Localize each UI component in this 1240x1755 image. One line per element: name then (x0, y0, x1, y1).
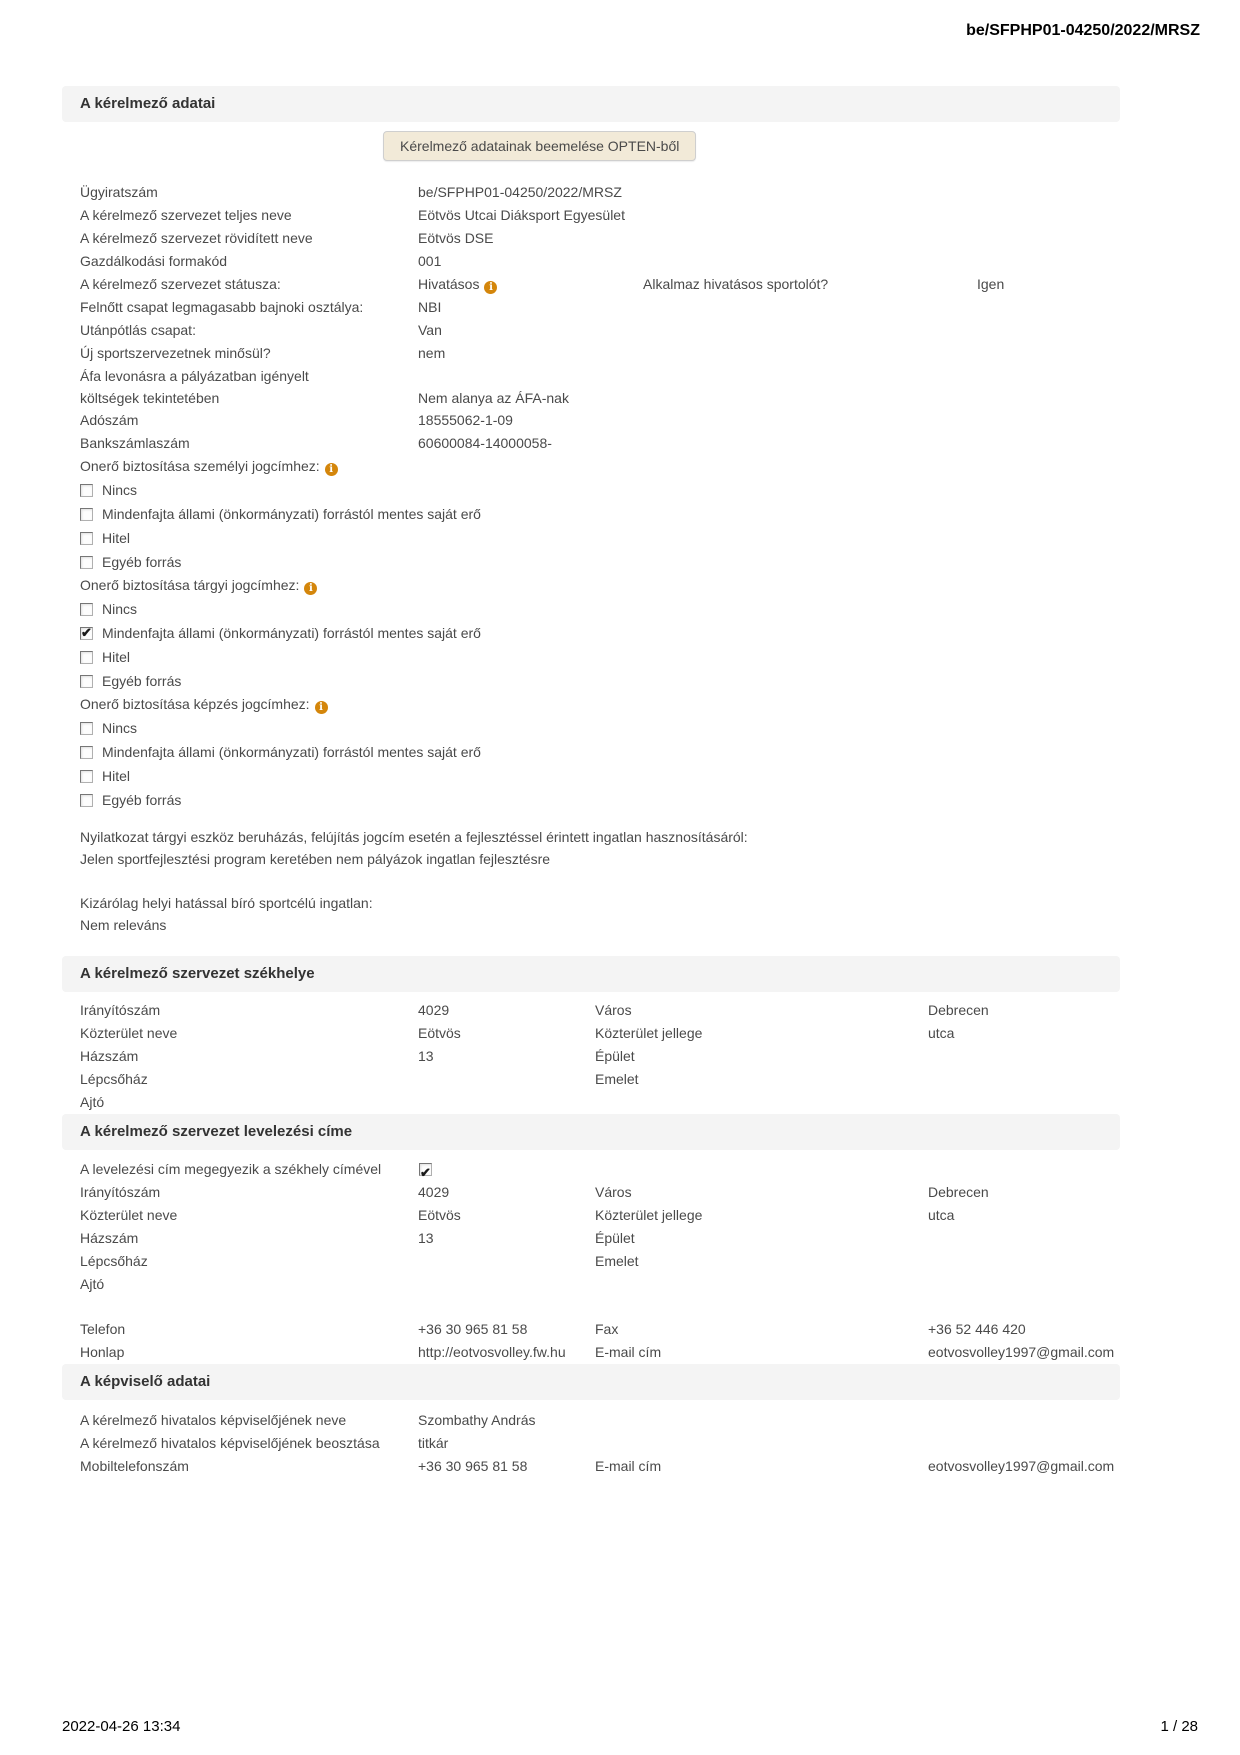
checkbox-option (62, 788, 1120, 812)
field-value: Igen (977, 276, 1005, 292)
field-label: A kérelmező hivatalos képviselőjének neve (80, 1412, 347, 1428)
declaration-block (62, 826, 1120, 936)
field-value: titkár (418, 1435, 449, 1451)
checkbox-label: Mindenfajta állami (önkormányzati) forrástól mentes saját erő (102, 506, 481, 522)
field-row (62, 204, 1120, 227)
field-label: Lépcsőház (80, 1071, 148, 1087)
declaration-text: Nem releváns (80, 917, 167, 933)
field-row-status (62, 273, 1120, 296)
declaration-text: Nyilatkozat tárgyi eszköz beruházás, felújítás jogcím esetén a fejlesztéssel érintett ingatlan hasznosításáról: (80, 829, 748, 845)
representative-fields (62, 1409, 1120, 1478)
field-label: A kérelmező szervezet rövidített neve (80, 230, 313, 246)
field-value: Eötvös DSE (418, 230, 494, 246)
field-label: Irányítószám (80, 1002, 161, 1018)
field-value: be/SFPHP01-04250/2022/MRSZ (418, 184, 622, 200)
opten-import-button[interactable]: Kérelmező adatainak beemelése OPTEN-ből (383, 131, 696, 161)
field-row (62, 250, 1120, 273)
address-row (62, 1091, 1120, 1114)
declaration-text: Jelen sportfejlesztési program keretében nem pályázok ingatlan fejlesztésre (80, 851, 551, 867)
checkbox[interactable] (80, 675, 93, 688)
field-row (62, 432, 1120, 455)
checkbox[interactable] (80, 722, 93, 735)
field-label: Házszám (80, 1230, 139, 1246)
checkbox[interactable] (80, 532, 93, 545)
field-value: Eötvös (418, 1025, 461, 1041)
field-value: eotvosvolley1997@gmail.com (928, 1344, 1115, 1360)
field-label: Közterület jellege (595, 1207, 703, 1223)
field-label: A kérelmező szervezet teljes neve (80, 207, 292, 223)
field-row (62, 342, 1120, 365)
document-number: be/SFPHP01-04250/2022/MRSZ (966, 22, 1200, 39)
field-value: 4029 (418, 1002, 450, 1018)
field-value: 13 (418, 1230, 434, 1246)
field-label: Bankszámlaszám (80, 435, 190, 451)
checkbox-label: Mindenfajta állami (önkormányzati) forrástól mentes saját erő (102, 625, 481, 641)
field-label: Új sportszervezetnek minősül? (80, 345, 271, 361)
checkbox-label: Egyéb forrás (102, 792, 182, 808)
checkbox-label: Egyéb forrás (102, 554, 182, 570)
checkbox[interactable] (80, 484, 93, 497)
field-label: Telefon (80, 1321, 126, 1337)
field-row (62, 296, 1120, 319)
field-row (62, 227, 1120, 250)
field-label: Irányítószám (80, 1184, 161, 1200)
checkbox[interactable] (80, 627, 93, 640)
field-label: Áfa levonásra a pályázatban igényelt (80, 368, 309, 384)
section-header-applicant: A kérelmező adatai (62, 86, 1120, 122)
field-label: Adószám (80, 412, 139, 428)
field-label: A levelezési cím megegyezik a székhely címével (80, 1161, 382, 1177)
field-label: Közterület neve (80, 1207, 178, 1223)
field-row (62, 1432, 1120, 1455)
checkbox-label: Hitel (102, 530, 131, 546)
checkbox[interactable] (80, 770, 93, 783)
headquarters-fields (62, 999, 1120, 1114)
page-content (62, 86, 1120, 1478)
footer-timestamp: 2022-04-26 13:34 (62, 1718, 181, 1735)
checkbox[interactable] (80, 508, 93, 521)
opten-button-row (62, 131, 1120, 161)
checkbox-option (62, 478, 1120, 502)
field-value: nem (418, 345, 446, 361)
field-row (62, 409, 1120, 432)
field-label: Mobiltelefonszám (80, 1458, 189, 1474)
field-value: 001 (418, 253, 442, 269)
field-label: Ügyiratszám (80, 184, 158, 200)
checkbox[interactable] (80, 651, 93, 664)
field-value: +36 52 446 420 (928, 1321, 1026, 1337)
field-value: utca (928, 1025, 955, 1041)
checkbox-option (62, 621, 1120, 645)
info-icon[interactable]: i (304, 582, 317, 595)
field-label: Közterület neve (80, 1025, 178, 1041)
field-label: Honlap (80, 1344, 125, 1360)
address-row (62, 1045, 1120, 1068)
address-row (62, 1022, 1120, 1045)
field-value: Szombathy András (418, 1412, 536, 1428)
field-value: Eötvös (418, 1207, 461, 1223)
checkbox[interactable] (80, 603, 93, 616)
field-label: Emelet (595, 1071, 639, 1087)
field-row-vat (62, 365, 1120, 409)
checkbox-option (62, 597, 1120, 621)
section-header-headquarters: A kérelmező szervezet székhelye (62, 956, 1120, 992)
field-row (62, 1455, 1120, 1478)
field-label: Utánpótlás csapat: (80, 322, 196, 338)
field-value: 18555062-1-09 (418, 412, 513, 428)
checkbox-option (62, 764, 1120, 788)
checkbox-label: Nincs (102, 482, 138, 498)
field-label: Házszám (80, 1048, 139, 1064)
field-row (62, 1409, 1120, 1432)
field-label: Város (595, 1184, 632, 1200)
field-value: utca (928, 1207, 955, 1223)
field-value: eotvosvolley1997@gmail.com (928, 1458, 1115, 1474)
address-row (62, 1273, 1120, 1296)
field-value: Eötvös Utcai Diáksport Egyesület (418, 207, 625, 223)
field-value: http://eotvosvolley.fw.hu (418, 1344, 566, 1360)
address-row (62, 1204, 1120, 1227)
checkbox-label: Hitel (102, 649, 131, 665)
field-label: E-mail cím (595, 1458, 662, 1474)
field-label: A kérelmező szervezet státusza: (80, 276, 281, 292)
field-label: A kérelmező hivatalos képviselőjének beosztása (80, 1435, 380, 1451)
field-label: E-mail cím (595, 1344, 662, 1360)
field-value: +36 30 965 81 58 (418, 1458, 528, 1474)
field-label: Épület (595, 1230, 635, 1246)
contact-row (62, 1318, 1120, 1341)
declaration-text: Kizárólag helyi hatással bíró sportcélú ingatlan: (80, 895, 373, 911)
field-label: Fax (595, 1321, 619, 1337)
checkbox-label: Mindenfajta állami (önkormányzati) forrástól mentes saját erő (102, 744, 481, 760)
field-value: 4029 (418, 1184, 450, 1200)
field-value: Debrecen (928, 1002, 989, 1018)
checkbox[interactable] (80, 746, 93, 759)
checkbox-option (62, 716, 1120, 740)
checkbox-option (62, 502, 1120, 526)
checkbox-label: Hitel (102, 768, 131, 784)
equity-group-heading: Onerő biztosítása tárgyi jogcímhez: i (62, 574, 1120, 597)
field-label: Épület (595, 1048, 635, 1064)
field-value: 60600084-14000058- (418, 435, 552, 451)
checkbox[interactable] (80, 794, 93, 807)
section-header-mailing: A kérelmező szervezet levelezési címe (62, 1114, 1120, 1150)
field-value: +36 30 965 81 58 (418, 1321, 528, 1337)
equity-group-heading: Onerő biztosítása képzés jogcímhez: i (62, 693, 1120, 716)
field-label: Lépcsőház (80, 1253, 148, 1269)
same-as-hq-row (62, 1158, 1120, 1181)
checkbox-label: Nincs (102, 720, 138, 736)
info-icon[interactable]: i (325, 463, 338, 476)
field-label: Felnőtt csapat legmagasabb bajnoki osztálya: (80, 299, 364, 315)
applicant-fields (62, 181, 1120, 936)
field-label: Ajtó (80, 1094, 105, 1110)
checkbox-option (62, 550, 1120, 574)
equity-group-heading: Onerő biztosítása személyi jogcímhez: i (62, 455, 1120, 478)
checkbox-label: Egyéb forrás (102, 673, 182, 689)
info-icon[interactable]: i (315, 701, 328, 714)
field-label: Gazdálkodási formakód (80, 253, 228, 269)
same-as-hq-checkbox[interactable] (419, 1163, 432, 1176)
field-row (62, 181, 1120, 204)
field-label: Alkalmaz hivatásos sportolót? (643, 276, 829, 292)
field-label: Emelet (595, 1253, 639, 1269)
field-value: 13 (418, 1048, 434, 1064)
address-row (62, 1181, 1120, 1204)
info-icon[interactable]: i (484, 281, 497, 294)
checkbox-label: Nincs (102, 601, 138, 617)
checkbox[interactable] (80, 556, 93, 569)
field-label: költségek tekintetében (80, 390, 220, 406)
contact-row (62, 1341, 1120, 1364)
section-header-representative: A képviselő adatai (62, 1364, 1120, 1400)
address-row (62, 1068, 1120, 1091)
address-row (62, 1250, 1120, 1273)
address-row (62, 1227, 1120, 1250)
checkbox-option (62, 526, 1120, 550)
footer-page-number: 1 / 28 (1160, 1718, 1198, 1735)
field-value: Van (418, 322, 442, 338)
field-value: Hivatásos i (418, 273, 497, 296)
checkbox-option (62, 645, 1120, 669)
field-label: Város (595, 1002, 632, 1018)
checkbox-option (62, 669, 1120, 693)
field-label: Ajtó (80, 1276, 105, 1292)
field-value: NBI (418, 299, 442, 315)
field-row (62, 319, 1120, 342)
mailing-fields (62, 1158, 1120, 1364)
field-label: Közterület jellege (595, 1025, 703, 1041)
address-row (62, 999, 1120, 1022)
checkbox-option (62, 740, 1120, 764)
field-value: Nem alanya az ÁFA-nak (418, 390, 569, 406)
field-value: Debrecen (928, 1184, 989, 1200)
